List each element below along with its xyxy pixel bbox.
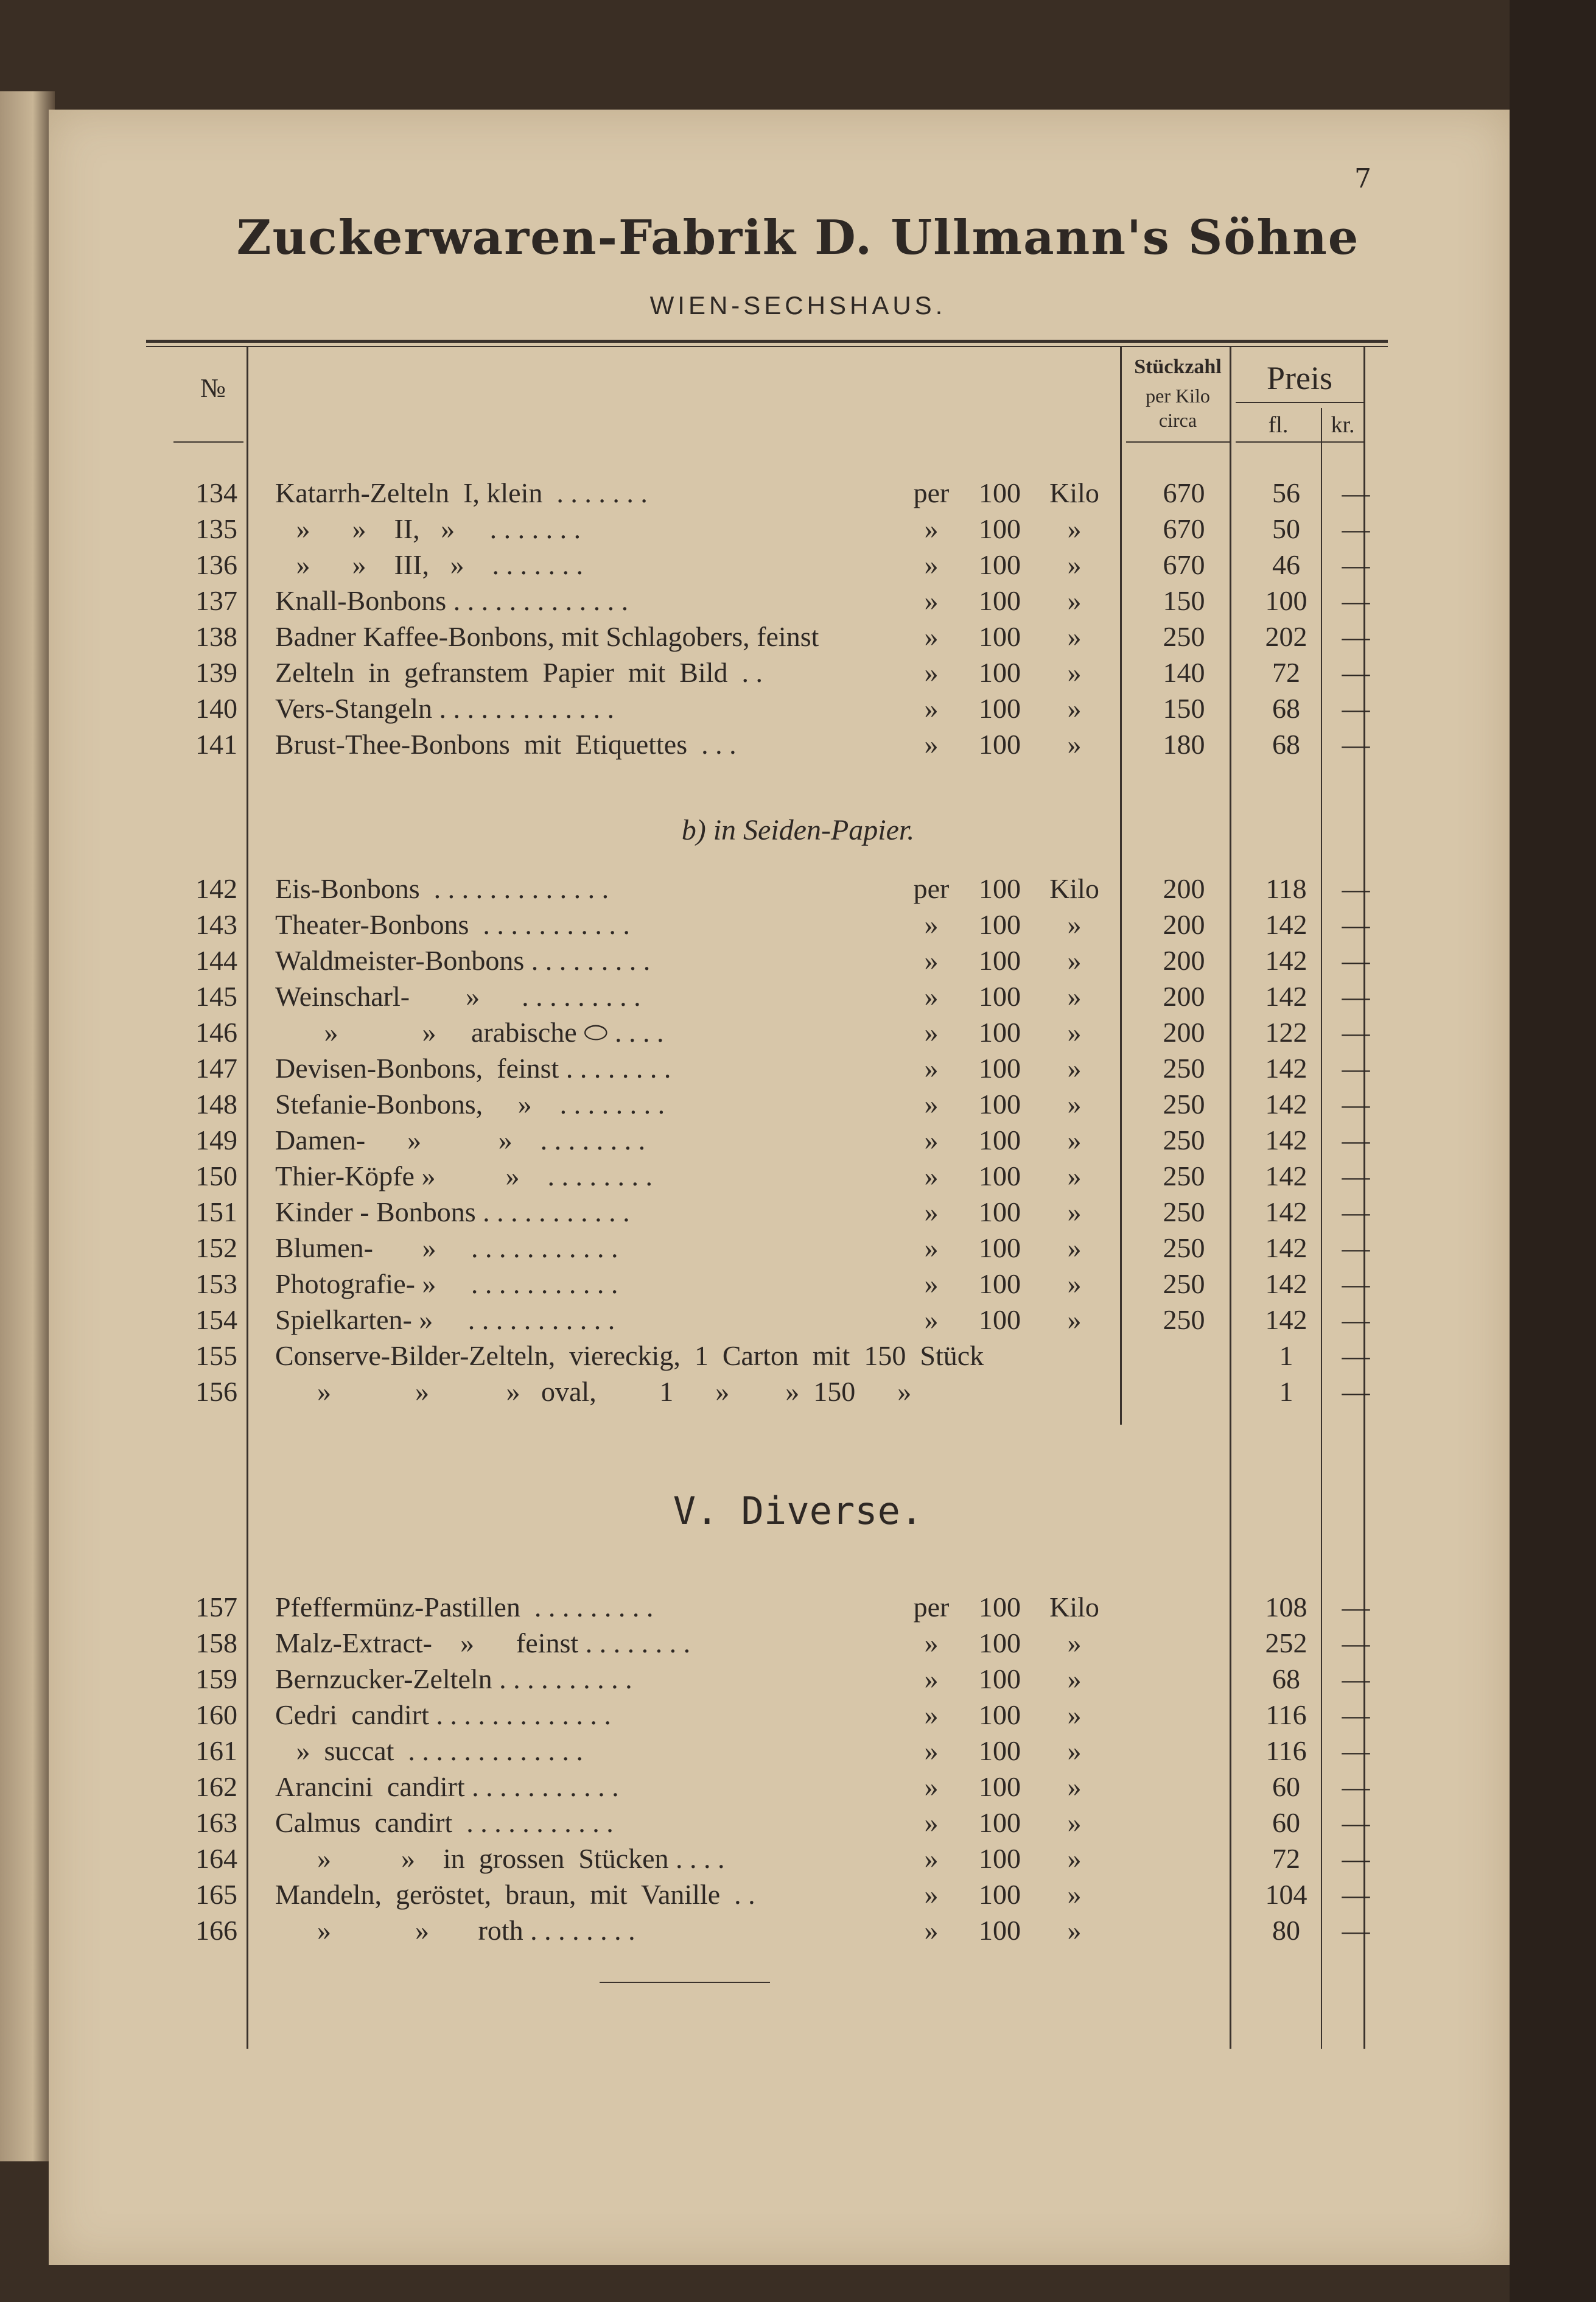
cell-fl: 142	[1265, 1053, 1307, 1084]
table-row	[0, 1912, 1596, 1948]
table-row	[0, 942, 1596, 978]
table-row	[0, 1158, 1596, 1194]
cell-kr: —	[1342, 981, 1370, 1012]
cell-desc: Vers-Stangeln . . . . . . . . . . . . .	[275, 693, 615, 724]
cell-desc: Cedri candirt . . . . . . . . . . . . .	[275, 1699, 611, 1730]
cell-no: 147	[195, 1053, 237, 1084]
table-row	[0, 726, 1596, 762]
cell-qty: 100	[979, 585, 1021, 616]
cell-fl: 142	[1265, 1268, 1307, 1299]
cell-kr: —	[1342, 1879, 1370, 1910]
cell-per: »	[924, 1771, 939, 1802]
cell-stk: 200	[1163, 873, 1205, 904]
cell-unit: »	[1067, 1125, 1082, 1156]
cell-desc: Arancini candirt . . . . . . . . . . .	[275, 1771, 619, 1802]
table-row	[0, 1589, 1596, 1625]
cell-per: »	[924, 1053, 939, 1084]
cell-qty: 100	[979, 1735, 1021, 1766]
cell-fl: 142	[1265, 1089, 1307, 1120]
table-row	[0, 1302, 1596, 1338]
cell-no: 148	[195, 1089, 237, 1120]
cell-stk: 250	[1163, 1232, 1205, 1263]
cell-fl: 108	[1265, 1591, 1307, 1623]
cell-kr: —	[1342, 1232, 1370, 1263]
header-no: №	[200, 373, 226, 403]
cell-fl: 56	[1272, 477, 1300, 508]
cell-stk: 200	[1163, 1017, 1205, 1048]
table-row	[0, 1769, 1596, 1805]
cell-per: »	[924, 729, 939, 760]
cell-stk: 670	[1163, 549, 1205, 580]
cell-no: 141	[195, 729, 237, 760]
cell-stk: 250	[1163, 1304, 1205, 1335]
cell-per: »	[924, 657, 939, 688]
cell-per: »	[924, 1807, 939, 1838]
cell-per: »	[924, 1843, 939, 1874]
cell-qty: 100	[979, 1627, 1021, 1658]
cell-no: 140	[195, 693, 237, 724]
cell-unit: »	[1067, 1735, 1082, 1766]
header-rule-no	[173, 441, 243, 443]
table-row	[0, 1338, 1596, 1374]
cell-qty: 100	[979, 693, 1021, 724]
table-row	[0, 907, 1596, 942]
cell-qty: 100	[979, 1017, 1021, 1048]
cell-qty: 100	[979, 945, 1021, 976]
cell-per: »	[924, 621, 939, 652]
cell-unit: »	[1067, 945, 1082, 976]
cell-no: 158	[195, 1627, 237, 1658]
cell-qty: 100	[979, 1843, 1021, 1874]
preis-underline	[1236, 402, 1363, 403]
cell-unit: »	[1067, 1915, 1082, 1946]
cell-fl: 142	[1265, 1125, 1307, 1156]
cell-kr: —	[1342, 729, 1370, 760]
cell-unit: »	[1067, 909, 1082, 940]
cell-kr: —	[1342, 945, 1370, 976]
cell-no: 154	[195, 1304, 237, 1335]
cell-desc: Mandeln, geröstet, braun, mit Vanille . .	[275, 1879, 755, 1910]
cell-per: »	[924, 1735, 939, 1766]
cell-qty: 100	[979, 1196, 1021, 1227]
cell-unit: »	[1067, 1304, 1082, 1335]
cell-kr: —	[1342, 1304, 1370, 1335]
cell-no: 152	[195, 1232, 237, 1263]
cell-no: 159	[195, 1663, 237, 1694]
cell-kr: —	[1342, 1268, 1370, 1299]
cell-qty: 100	[979, 729, 1021, 760]
cell-qty: 100	[979, 1807, 1021, 1838]
cell-unit: »	[1067, 1160, 1082, 1191]
cell-unit: Kilo	[1049, 477, 1099, 508]
cell-desc: Thier-Köpfe » » . . . . . . . .	[275, 1160, 653, 1191]
cell-per: »	[924, 981, 939, 1012]
cell-desc: » » arabische ⬭ . . . .	[275, 1017, 664, 1048]
cell-fl: 1	[1279, 1376, 1293, 1407]
cell-desc: » » roth . . . . . . . .	[275, 1915, 635, 1946]
cell-stk: 140	[1163, 657, 1205, 688]
cell-kr: —	[1342, 585, 1370, 616]
cell-no: 135	[195, 513, 237, 544]
cell-no: 137	[195, 585, 237, 616]
cell-stk: 200	[1163, 981, 1205, 1012]
cell-kr: —	[1342, 1017, 1370, 1048]
table-row	[0, 1014, 1596, 1050]
cell-fl: 100	[1265, 585, 1307, 616]
cell-qty: 100	[979, 1268, 1021, 1299]
table-row	[0, 1661, 1596, 1697]
cell-kr: —	[1342, 1089, 1370, 1120]
cell-no: 161	[195, 1735, 237, 1766]
cell-fl: 116	[1265, 1735, 1307, 1766]
cell-fl: 80	[1272, 1915, 1300, 1946]
cell-no: 156	[195, 1376, 237, 1407]
cell-desc: » » III, » . . . . . . .	[275, 549, 583, 580]
cell-desc: » » in grossen Stücken . . . .	[275, 1843, 725, 1874]
cell-per: »	[924, 1663, 939, 1694]
cell-qty: 100	[979, 477, 1021, 508]
cell-fl: 118	[1265, 873, 1307, 904]
cell-desc: Eis-Bonbons . . . . . . . . . . . . .	[275, 873, 609, 904]
section-heading-v: V. Diverse.	[673, 1489, 923, 1533]
cell-desc: Blumen- » . . . . . . . . . . .	[275, 1232, 618, 1263]
cell-unit: »	[1067, 1017, 1082, 1048]
cell-stk: 150	[1163, 585, 1205, 616]
cell-qty: 100	[979, 621, 1021, 652]
cell-kr: —	[1342, 1627, 1370, 1658]
cell-unit: »	[1067, 981, 1082, 1012]
cell-per: »	[924, 1699, 939, 1730]
cell-per: per	[913, 1591, 950, 1623]
cell-kr: —	[1342, 1376, 1370, 1407]
cell-unit: »	[1067, 657, 1082, 688]
cell-unit: »	[1067, 621, 1082, 652]
cell-kr: —	[1342, 1663, 1370, 1694]
table-row	[0, 547, 1596, 583]
cell-qty: 100	[979, 549, 1021, 580]
table-row	[0, 619, 1596, 654]
table-row	[0, 1841, 1596, 1876]
cell-fl: 142	[1265, 1304, 1307, 1335]
cell-no: 146	[195, 1017, 237, 1048]
cell-desc: Damen- » » . . . . . . . .	[275, 1125, 646, 1156]
cell-unit: »	[1067, 513, 1082, 544]
cell-qty: 100	[979, 1160, 1021, 1191]
cell-no: 136	[195, 549, 237, 580]
header-stueckzahl: Stückzahl	[1134, 356, 1222, 378]
cell-stk: 250	[1163, 1196, 1205, 1227]
cell-unit: »	[1067, 1771, 1082, 1802]
cell-kr: —	[1342, 1843, 1370, 1874]
table-row	[0, 1374, 1596, 1409]
cell-fl: 142	[1265, 1196, 1307, 1227]
cell-kr: —	[1342, 693, 1370, 724]
table-row	[0, 1697, 1596, 1733]
cell-per: »	[924, 513, 939, 544]
table-row	[0, 1050, 1596, 1086]
cell-qty: 100	[979, 1089, 1021, 1120]
table-row	[0, 1086, 1596, 1122]
cell-kr: —	[1342, 657, 1370, 688]
table-row	[0, 583, 1596, 619]
cell-desc: » » » oval, 1 » » 150 »	[275, 1376, 912, 1407]
cell-fl: 1	[1279, 1340, 1293, 1371]
cell-qty: 100	[979, 1053, 1021, 1084]
header-rule-price	[1236, 441, 1363, 443]
cell-desc: Katarrh-Zelteln I, klein . . . . . . .	[275, 477, 648, 508]
cell-qty: 100	[979, 1232, 1021, 1263]
table-row	[0, 1733, 1596, 1769]
table-row	[0, 871, 1596, 907]
table-row	[0, 1266, 1596, 1302]
cell-kr: —	[1342, 549, 1370, 580]
cell-desc: » » II, » . . . . . . .	[275, 513, 581, 544]
cell-qty: 100	[979, 657, 1021, 688]
table-row	[0, 1122, 1596, 1158]
cell-desc: Bernzucker-Zelteln . . . . . . . . . .	[275, 1663, 632, 1694]
cell-fl: 68	[1272, 729, 1300, 760]
cell-fl: 104	[1265, 1879, 1307, 1910]
cell-fl: 60	[1272, 1807, 1300, 1838]
cell-kr: —	[1342, 621, 1370, 652]
cell-unit: »	[1067, 549, 1082, 580]
cell-kr: —	[1342, 1591, 1370, 1623]
cell-no: 157	[195, 1591, 237, 1623]
header-fl: fl.	[1268, 412, 1289, 438]
cell-desc: Knall-Bonbons . . . . . . . . . . . . .	[275, 585, 629, 616]
header-circa: circa	[1158, 409, 1197, 431]
cell-desc: Photografie- » . . . . . . . . . . .	[275, 1268, 618, 1299]
cell-per: »	[924, 1196, 939, 1227]
cell-qty: 100	[979, 1879, 1021, 1910]
cell-unit: Kilo	[1049, 1591, 1099, 1623]
table-row	[0, 690, 1596, 726]
cell-kr: —	[1342, 1340, 1370, 1371]
cell-stk: 250	[1163, 1268, 1205, 1299]
cell-fl: 72	[1272, 657, 1300, 688]
cell-per: »	[924, 1017, 939, 1048]
cell-no: 142	[195, 873, 237, 904]
cell-desc: Stefanie-Bonbons, » . . . . . . . .	[275, 1089, 665, 1120]
cell-per: per	[913, 477, 950, 508]
cell-qty: 100	[979, 873, 1021, 904]
cell-stk: 150	[1163, 693, 1205, 724]
cell-no: 155	[195, 1340, 237, 1371]
cell-unit: »	[1067, 1268, 1082, 1299]
cell-qty: 100	[979, 981, 1021, 1012]
cell-qty: 100	[979, 1699, 1021, 1730]
cell-no: 134	[195, 477, 237, 508]
cell-unit: »	[1067, 693, 1082, 724]
cell-unit: »	[1067, 1089, 1082, 1120]
cell-desc: Brust-Thee-Bonbons mit Etiquettes . . .	[275, 729, 737, 760]
section-heading-b: b) in Seiden-Papier.	[681, 814, 915, 846]
cell-kr: —	[1342, 1699, 1370, 1730]
cell-unit: »	[1067, 1627, 1082, 1658]
cell-desc: Waldmeister-Bonbons . . . . . . . . .	[275, 945, 651, 976]
cell-no: 150	[195, 1160, 237, 1191]
cell-per: »	[924, 909, 939, 940]
cell-stk: 670	[1163, 513, 1205, 544]
cell-fl: 122	[1265, 1017, 1307, 1048]
table-row	[0, 654, 1596, 690]
cell-desc: Weinscharl- » . . . . . . . . .	[275, 981, 641, 1012]
cell-fl: 142	[1265, 1160, 1307, 1191]
cell-unit: »	[1067, 1196, 1082, 1227]
cell-per: »	[924, 585, 939, 616]
cell-fl: 60	[1272, 1771, 1300, 1802]
cell-desc: Theater-Bonbons . . . . . . . . . . .	[275, 909, 630, 940]
cell-fl: 68	[1272, 1663, 1300, 1694]
cell-unit: »	[1067, 1053, 1082, 1084]
table-row	[0, 1230, 1596, 1266]
cell-stk: 670	[1163, 477, 1205, 508]
cell-per: »	[924, 1232, 939, 1263]
cell-per: »	[924, 549, 939, 580]
cell-no: 162	[195, 1771, 237, 1802]
cell-no: 153	[195, 1268, 237, 1299]
cell-fl: 46	[1272, 549, 1300, 580]
cell-desc: » succat . . . . . . . . . . . . .	[275, 1735, 583, 1766]
cell-unit: Kilo	[1049, 873, 1099, 904]
page-number: 7	[1354, 163, 1371, 194]
cell-per: »	[924, 1915, 939, 1946]
cell-no: 143	[195, 909, 237, 940]
cell-kr: —	[1342, 1160, 1370, 1191]
cell-desc: Pfeffermünz-Pastillen . . . . . . . . .	[275, 1591, 654, 1623]
cell-kr: —	[1342, 909, 1370, 940]
cell-unit: »	[1067, 1663, 1082, 1694]
cell-desc: Devisen-Bonbons, feinst . . . . . . . .	[275, 1053, 671, 1084]
table-row	[0, 1625, 1596, 1661]
table-row	[0, 978, 1596, 1014]
cell-qty: 100	[979, 513, 1021, 544]
cell-kr: —	[1342, 1053, 1370, 1084]
cell-desc: Zelteln in gefranstem Papier mit Bild . .	[275, 657, 763, 688]
cell-kr: —	[1342, 1807, 1370, 1838]
cell-fl: 142	[1265, 1232, 1307, 1263]
cell-unit: »	[1067, 1699, 1082, 1730]
cell-per: »	[924, 945, 939, 976]
cell-fl: 142	[1265, 909, 1307, 940]
table-top-rule-thin	[146, 346, 1388, 347]
end-rule	[600, 1982, 770, 1983]
cell-stk: 200	[1163, 945, 1205, 976]
cell-qty: 100	[979, 1125, 1021, 1156]
cell-qty: 100	[979, 1591, 1021, 1623]
cell-qty: 100	[979, 1304, 1021, 1335]
cell-unit: »	[1067, 1843, 1082, 1874]
cell-per: »	[924, 1879, 939, 1910]
header-rule-stk	[1126, 441, 1230, 443]
cell-per: »	[924, 693, 939, 724]
cell-fl: 50	[1272, 513, 1300, 544]
cell-fl: 116	[1265, 1699, 1307, 1730]
cell-fl: 252	[1265, 1627, 1307, 1658]
cell-kr: —	[1342, 513, 1370, 544]
cell-no: 149	[195, 1125, 237, 1156]
cell-unit: »	[1067, 585, 1082, 616]
cell-per: »	[924, 1268, 939, 1299]
cell-no: 139	[195, 657, 237, 688]
cell-unit: »	[1067, 1232, 1082, 1263]
cell-stk: 250	[1163, 621, 1205, 652]
table-row	[0, 1805, 1596, 1841]
cell-per: »	[924, 1160, 939, 1191]
cell-qty: 100	[979, 909, 1021, 940]
cell-no: 163	[195, 1807, 237, 1838]
cell-per: »	[924, 1304, 939, 1335]
cell-desc: Malz-Extract- » feinst . . . . . . . .	[275, 1627, 691, 1658]
cell-fl: 142	[1265, 981, 1307, 1012]
cell-no: 145	[195, 981, 237, 1012]
cell-kr: —	[1342, 1771, 1370, 1802]
cell-per: per	[913, 873, 950, 904]
header-per-kilo: per Kilo	[1146, 385, 1210, 407]
cell-per: »	[924, 1125, 939, 1156]
cell-no: 164	[195, 1843, 237, 1874]
cell-no: 166	[195, 1915, 237, 1946]
cell-qty: 100	[979, 1663, 1021, 1694]
table-row	[0, 1876, 1596, 1912]
cell-no: 144	[195, 945, 237, 976]
cell-fl: 72	[1272, 1843, 1300, 1874]
cell-kr: —	[1342, 1125, 1370, 1156]
cell-desc: Calmus candirt . . . . . . . . . . .	[275, 1807, 614, 1838]
cell-kr: —	[1342, 1915, 1370, 1946]
cell-no: 165	[195, 1879, 237, 1910]
header-kr: kr.	[1331, 412, 1355, 438]
page-title: Zuckerwaren-Fabrik D. Ullmann's Söhne	[236, 210, 1360, 265]
cell-kr: —	[1342, 1196, 1370, 1227]
cell-fl: 68	[1272, 693, 1300, 724]
cell-kr: —	[1342, 477, 1370, 508]
table-top-rule	[146, 340, 1388, 343]
cell-per: »	[924, 1089, 939, 1120]
cell-no: 138	[195, 621, 237, 652]
cell-qty: 100	[979, 1915, 1021, 1946]
cell-desc: Spielkarten- » . . . . . . . . . . .	[275, 1304, 615, 1335]
cell-qty: 100	[979, 1771, 1021, 1802]
table-row	[0, 1194, 1596, 1230]
cell-fl: 202	[1265, 621, 1307, 652]
cell-no: 151	[195, 1196, 237, 1227]
cell-unit: »	[1067, 729, 1082, 760]
cell-stk: 250	[1163, 1053, 1205, 1084]
cell-stk: 250	[1163, 1089, 1205, 1120]
table-row	[0, 475, 1596, 511]
cell-desc: Conserve-Bilder-Zelteln, viereckig, 1 Carton mit 150 Stück	[275, 1340, 984, 1371]
page-subtitle: WIEN-SECHSHAUS.	[649, 291, 947, 320]
cell-stk: 250	[1163, 1160, 1205, 1191]
header-preis: Preis	[1267, 360, 1332, 396]
cell-kr: —	[1342, 873, 1370, 904]
cell-stk: 200	[1163, 909, 1205, 940]
cell-desc: Kinder - Bonbons . . . . . . . . . . .	[275, 1196, 630, 1227]
cell-no: 160	[195, 1699, 237, 1730]
cell-per: »	[924, 1627, 939, 1658]
cell-unit: »	[1067, 1807, 1082, 1838]
table-row	[0, 511, 1596, 547]
cell-kr: —	[1342, 1735, 1370, 1766]
cell-stk: 250	[1163, 1125, 1205, 1156]
cell-stk: 180	[1163, 729, 1205, 760]
cell-desc: Badner Kaffee-Bonbons, mit Schlagobers, feinst	[275, 621, 819, 652]
cell-fl: 142	[1265, 945, 1307, 976]
cell-unit: »	[1067, 1879, 1082, 1910]
